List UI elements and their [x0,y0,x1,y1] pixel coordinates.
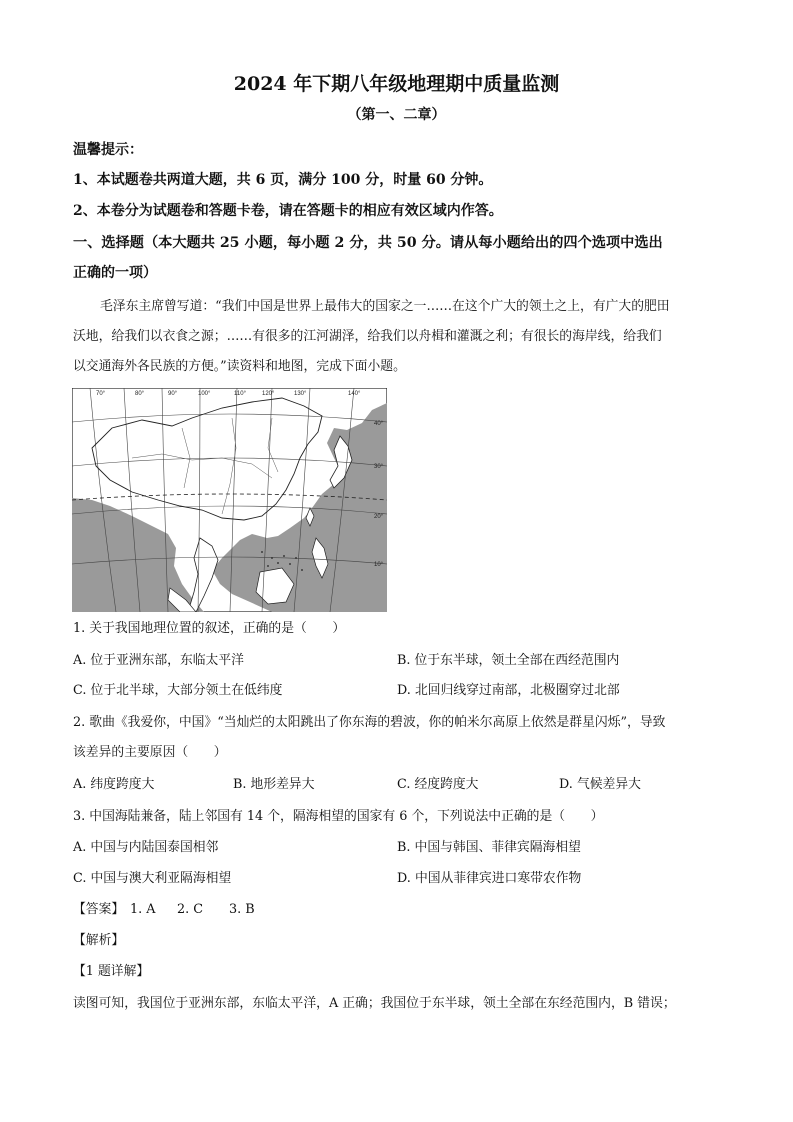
page-title: 2024 年下期八年级地理期中质量监测 [233,73,560,95]
lon-label-120: 120° [262,391,275,397]
answer-label: 【答案】 [73,902,125,917]
section-heading-line2: 正确的一项） [73,265,157,281]
q1-option-d: D. 北回归线穿过南部，北极圈穿过北部 [397,683,620,698]
answer-1: 1. A [130,902,156,917]
lon-label-110: 110° [234,391,246,397]
q1-option-a: A. 位于亚洲东部，东临太平洋 [73,653,244,668]
lon-label-100: 100° [198,391,211,397]
question-2-stem-line2: 该差异的主要原因（ ） [73,745,227,760]
tips-heading: 温馨提示： [73,142,143,158]
analysis-heading: 【解析】 [73,933,125,948]
answer-3: 3. B [229,902,255,917]
page-subtitle: （第一、二章） [347,107,446,123]
question-3-stem: 3. 中国海陆兼备，陆上邻国有 14 个，隔海相望的国家有 6 个，下列说法中正确的是（ ） [73,809,604,824]
answer-2: 2. C [177,902,204,917]
section-heading-line1: 一、选择题（本大题共 25 小题，每小题 2 分，共 50 分。请从每小题给出的四个选项中选出 [73,235,663,251]
q1-option-b: B. 位于东半球，领土全部在西经范围内 [397,653,620,668]
detail-text: 读图可知，我国位于亚洲东部，东临太平洋，A 正确；我国位于东半球，领土全部在东经范围内，B 错误； [73,996,676,1011]
q2-option-a: A. 纬度跨度大 [73,777,155,792]
q1-option-c: C. 位于北半球，大部分领土在低纬度 [73,683,283,698]
passage-line3: 以交通海外各民族的方便。”读资料和地图，完成下面小题。 [73,359,406,374]
lon-label-90: 90° [168,391,178,397]
q3-option-d: D. 中国从菲律宾进口寒带农作物 [397,871,582,886]
lat-label-20: 20° [374,514,384,520]
lon-label-130: 130° [294,391,307,397]
question-1-stem: 1. 关于我国地理位置的叙述，正确的是（ ） [73,621,346,636]
q2-option-d: D. 气候差异大 [559,777,641,792]
lon-label-70: 70° [96,391,106,397]
lat-label-30: 30° [374,464,384,470]
question-2-stem-line1: 2. 歌曲《我爱你，中国》“当灿烂的太阳跳出了你东海的碧波，你的帕米尔高原上依然是群星闪烁”，导致 [73,715,666,730]
lat-label-10: 10° [374,562,384,568]
tip-2: 2、本卷分为试题卷和答题卡卷，请在答题卡的相应有效区域内作答。 [73,203,503,219]
detail-heading-1: 【1 题详解】 [73,964,150,979]
lon-label-80: 80° [135,391,145,397]
lat-label-40: 40° [374,421,384,427]
tip-1: 1、本试题卷共两道大题，共 6 页，满分 100 分，时量 60 分钟。 [73,172,493,188]
passage-line2: 沃地，给我们以衣食之源；……有很多的江河湖泽，给我们以舟楫和灌溉之利；有很长的海岸线，给我们 [73,329,662,344]
passage-line1: 毛泽东主席曾写道：“我们中国是世界上最伟大的国家之一……在这个广大的领土之上，有广大的肥田 [100,299,670,314]
q2-option-b: B. 地形差异大 [233,777,315,792]
q3-option-c: C. 中国与澳大利亚隔海相望 [73,871,232,886]
q3-option-b: B. 中国与韩国、菲律宾隔海相望 [397,840,581,855]
q3-option-a: A. 中国与内陆国泰国相邻 [73,840,219,855]
q2-option-c: C. 经度跨度大 [397,777,479,792]
lon-label-140: 140° [348,391,361,397]
east-asia-map [72,388,387,612]
